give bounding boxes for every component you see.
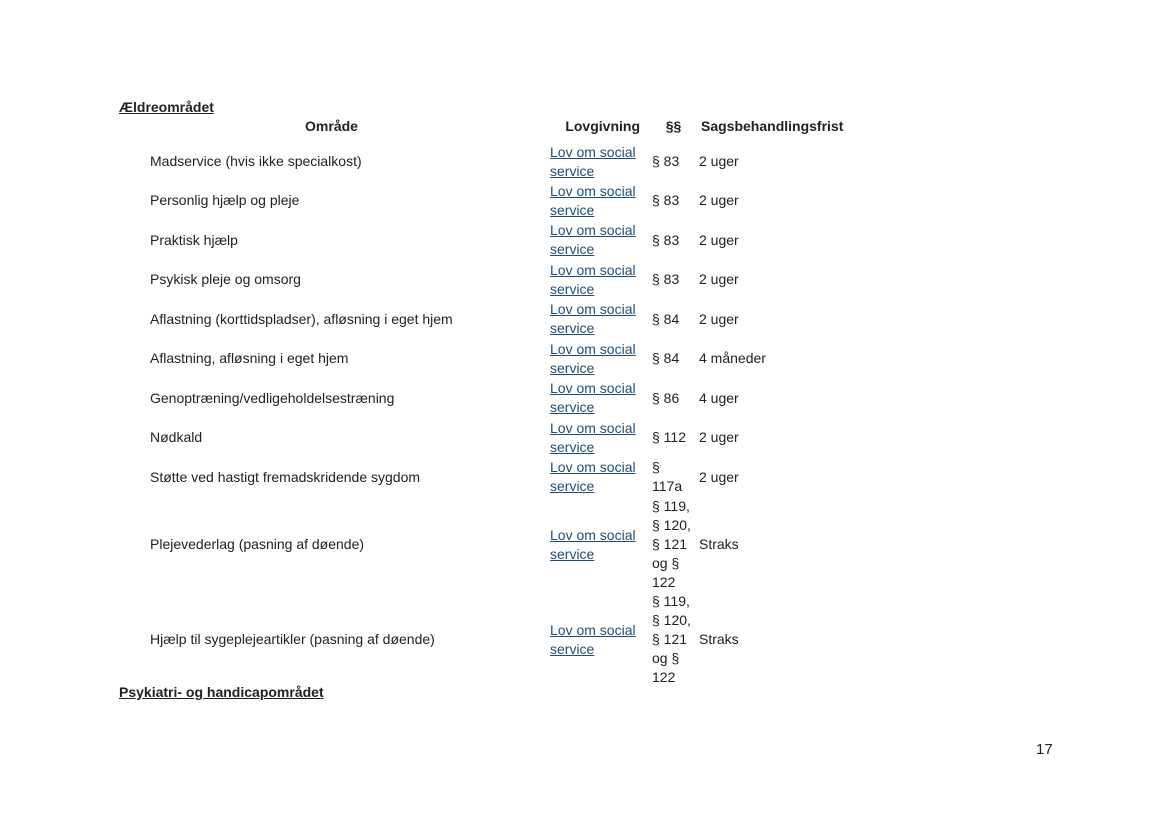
- cell-frist: 4 uger: [699, 389, 739, 406]
- cell-lovgivning: [544, 299, 652, 339]
- cell-paragraf: [652, 299, 695, 339]
- law-link[interactable]: [550, 301, 636, 336]
- table-row: [119, 592, 847, 687]
- cell-paragraf: [652, 339, 695, 378]
- cell-lovgivning: [544, 142, 652, 181]
- cell-lovgivning: [544, 378, 652, 418]
- cell-paragraf: [652, 220, 695, 260]
- table-row: [119, 181, 847, 220]
- cell-omrade: Psykisk pleje og omsorg: [150, 271, 301, 287]
- law-link[interactable]: [550, 144, 636, 179]
- cell-lovgivning: [544, 220, 652, 260]
- cell-omrade: Madservice (hvis ikke specialkost): [150, 153, 362, 169]
- law-link-line: Lov om social: [550, 526, 636, 543]
- cell-lovgivning: [544, 181, 652, 220]
- table-row: [119, 378, 847, 418]
- cell-frist: Straks: [699, 631, 739, 647]
- table-row: [119, 457, 847, 497]
- cell-frist: 2 uger: [699, 231, 739, 248]
- paragraf-line: § 83: [652, 271, 680, 287]
- law-link-line: Lov om social: [550, 301, 636, 317]
- cell-paragraf: [652, 497, 695, 592]
- cell-paragraf: [652, 592, 695, 687]
- header-paragraf: §§: [665, 118, 682, 134]
- law-link-line: service: [550, 241, 595, 257]
- cell-paragraf: [652, 378, 695, 418]
- law-link-line: Lov om social: [550, 261, 636, 278]
- paragraf-line: § 84: [652, 310, 680, 327]
- law-link[interactable]: [550, 459, 636, 494]
- cell-lovgivning: [544, 260, 652, 299]
- law-link-line: service: [550, 201, 595, 218]
- cell-omrade: Personlig hjælp og pleje: [150, 192, 300, 208]
- cell-frist: 2 uger: [699, 192, 739, 208]
- law-link-line: Lov om social: [550, 380, 636, 396]
- cell-frist: 2 uger: [699, 310, 739, 327]
- cell-lovgivning: [544, 339, 652, 378]
- law-link-line: Lov om social: [550, 143, 636, 160]
- cell-paragraf: [652, 457, 695, 497]
- paragraf-line: § 119,: [652, 498, 690, 514]
- paragraf-line: § 120,: [652, 517, 691, 533]
- law-link-line: Lov om social: [550, 459, 636, 475]
- cell-paragraf: [652, 181, 695, 220]
- law-link-line: service: [550, 545, 595, 562]
- cell-omrade: Praktisk hjælp: [150, 231, 238, 248]
- cell-frist: 2 uger: [699, 271, 739, 287]
- cell-omrade: Genoptræning/vedligeholdelsestræning: [150, 389, 395, 406]
- table-row: [119, 299, 847, 339]
- table-row: [119, 260, 847, 299]
- cell-frist: 2 uger: [699, 429, 739, 445]
- cell-frist: 2 uger: [699, 468, 739, 485]
- law-link-line: service: [550, 320, 595, 336]
- cell-omrade: Støtte ved hastigt fremadskridende sygdom: [150, 468, 421, 485]
- table-row: [119, 497, 847, 592]
- law-link-line: service: [550, 359, 595, 376]
- law-link[interactable]: [550, 420, 636, 455]
- paragraf-line: § 121: [652, 536, 688, 552]
- law-link[interactable]: [550, 222, 636, 257]
- cell-omrade: Plejevederlag (pasning af døende): [150, 536, 365, 552]
- paragraf-line: og §: [652, 555, 680, 571]
- cell-paragraf: [652, 142, 695, 181]
- cell-frist: 4 måneder: [699, 350, 766, 366]
- law-link-line: service: [550, 438, 595, 455]
- cell-paragraf: [652, 418, 695, 457]
- law-link-line: Lov om social: [550, 182, 636, 199]
- paragraf-line: § 119,: [652, 593, 690, 609]
- law-link-line: service: [550, 280, 595, 297]
- paragraf-line: 117a: [652, 478, 683, 494]
- cell-omrade: Aflastning (korttidspladser), afløsning i eget hjem: [150, 310, 453, 327]
- cell-frist: 2 uger: [699, 153, 739, 169]
- table-row: [119, 339, 847, 378]
- cell-frist: Straks: [699, 536, 739, 552]
- table-row: [119, 220, 847, 260]
- law-link[interactable]: [550, 622, 636, 657]
- paragraf-line: og §: [652, 650, 680, 666]
- cell-lovgivning: [544, 457, 652, 497]
- paragraf-line: § 84: [652, 350, 680, 366]
- paragraf-line: §: [652, 459, 660, 475]
- paragraf-line: § 86: [652, 389, 680, 406]
- paragraf-line: 122: [652, 669, 676, 685]
- cell-paragraf: [652, 260, 695, 299]
- header-frist: Sagsbehandlingsfrist: [701, 118, 844, 134]
- cell-lovgivning: [544, 497, 652, 592]
- law-link[interactable]: [550, 380, 636, 415]
- law-link-line: service: [550, 399, 595, 415]
- cell-omrade: Nødkald: [150, 429, 203, 445]
- law-link[interactable]: [550, 341, 636, 376]
- section-heading-psykiatri: Psykiatri- og handicapområdet: [119, 684, 324, 700]
- paragraf-line: § 120,: [652, 612, 691, 628]
- law-link-line: service: [550, 162, 595, 179]
- law-link-line: Lov om social: [550, 419, 636, 436]
- cell-lovgivning: [544, 418, 652, 457]
- law-link[interactable]: [550, 262, 636, 297]
- law-link[interactable]: [550, 527, 636, 562]
- law-link[interactable]: [550, 183, 636, 218]
- cell-omrade: Aflastning, afløsning i eget hjem: [150, 350, 349, 366]
- paragraf-line: § 83: [652, 231, 680, 248]
- paragraf-line: § 121: [652, 631, 688, 647]
- table-row: [119, 142, 847, 181]
- law-link-line: service: [550, 478, 595, 494]
- law-link-line: Lov om social: [550, 222, 636, 238]
- paragraf-line: § 112: [652, 429, 686, 445]
- law-link-line: Lov om social: [550, 621, 636, 638]
- table-row: [119, 418, 847, 457]
- section-heading-aeldre: Ældreområdet: [119, 99, 214, 115]
- table-header-row: [119, 117, 847, 142]
- cell-lovgivning: [544, 592, 652, 687]
- paragraf-line: 122: [652, 574, 676, 590]
- paragraf-line: § 83: [652, 192, 680, 208]
- law-table: [119, 117, 847, 687]
- page-number: 17: [1036, 741, 1053, 758]
- cell-omrade: Hjælp til sygeplejeartikler (pasning af døende): [150, 631, 435, 647]
- law-link-line: service: [550, 640, 595, 657]
- law-link-line: Lov om social: [550, 340, 636, 357]
- header-omrade: Område: [305, 118, 358, 134]
- header-lovgivning: Lovgivning: [565, 118, 640, 134]
- paragraf-line: § 83: [652, 153, 680, 169]
